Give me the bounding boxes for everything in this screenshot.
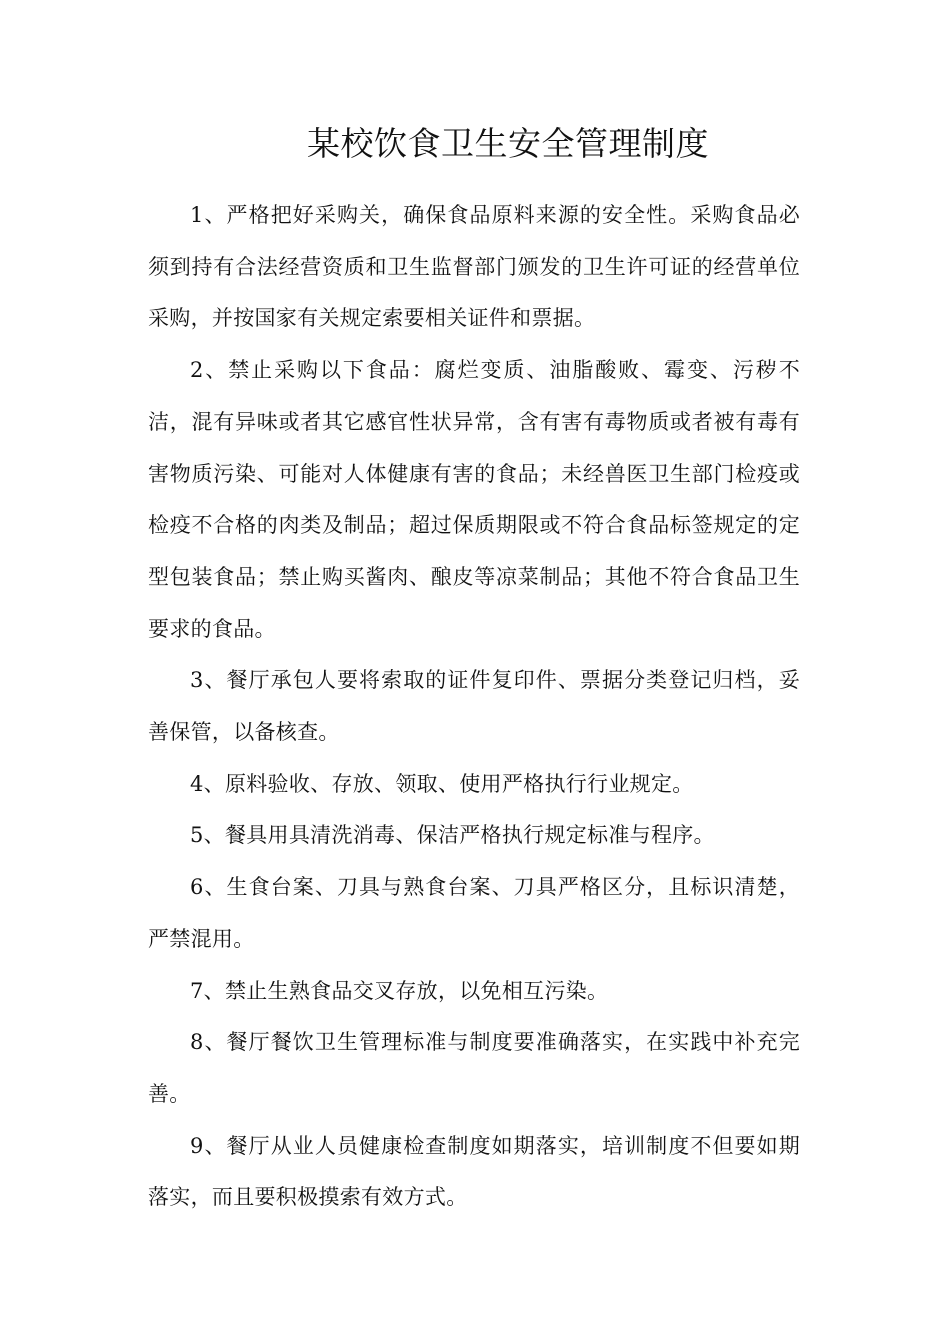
paragraph-2: 2、禁止采购以下食品：腐烂变质、油脂酸败、霉变、污秽不洁，混有异味或者其它感官性状异常，含有害有毒物质或者被有毒有害物质污染、可能对人体健康有害的食品；未经兽医卫生部门检疫或检疫不合格的肉类及制品；超过保质期限或不符合食品标签规定的定型包装食品；禁止购买酱肉、酿皮等凉菜制品；其他不符合食品卫生要求的食品。 [148,358,800,641]
paragraph-9: 9、餐厅从业人员健康检查制度如期落实，培训制度不但要如期落实，而且要积极摸索有效方式。 [148,1133,800,1210]
paragraph-7: 7、禁止生熟食品交叉存放，以免相互污染。 [190,978,609,1003]
document-title: 某校饮食卫生安全管理制度 [307,124,709,163]
paragraph-6: 6、生食台案、刀具与熟食台案、刀具严格区分，且标识清楚，严禁混用。 [148,875,800,951]
paragraph-8: 8、餐厅餐饮卫生管理标准与制度要准确落实，在实践中补充完善。 [148,1030,800,1106]
document-body [148,190,800,1224]
paragraph-1: 1、严格把好采购关，确保食品原料来源的安全性。采购食品必须到持有合法经营资质和卫生监督部门颁发的卫生许可证的经营单位采购，并按国家有关规定索要相关证件和票据。 [148,203,800,331]
paragraph-4: 4、原料验收、存放、领取、使用严格执行行业规定。 [190,771,694,796]
paragraph-5: 5、餐具用具清洗消毒、保洁严格执行规定标准与程序。 [190,823,715,848]
paragraph-3: 3、餐厅承包人要将索取的证件复印件、票据分类登记归档，妥善保管，以备核查。 [148,668,800,745]
